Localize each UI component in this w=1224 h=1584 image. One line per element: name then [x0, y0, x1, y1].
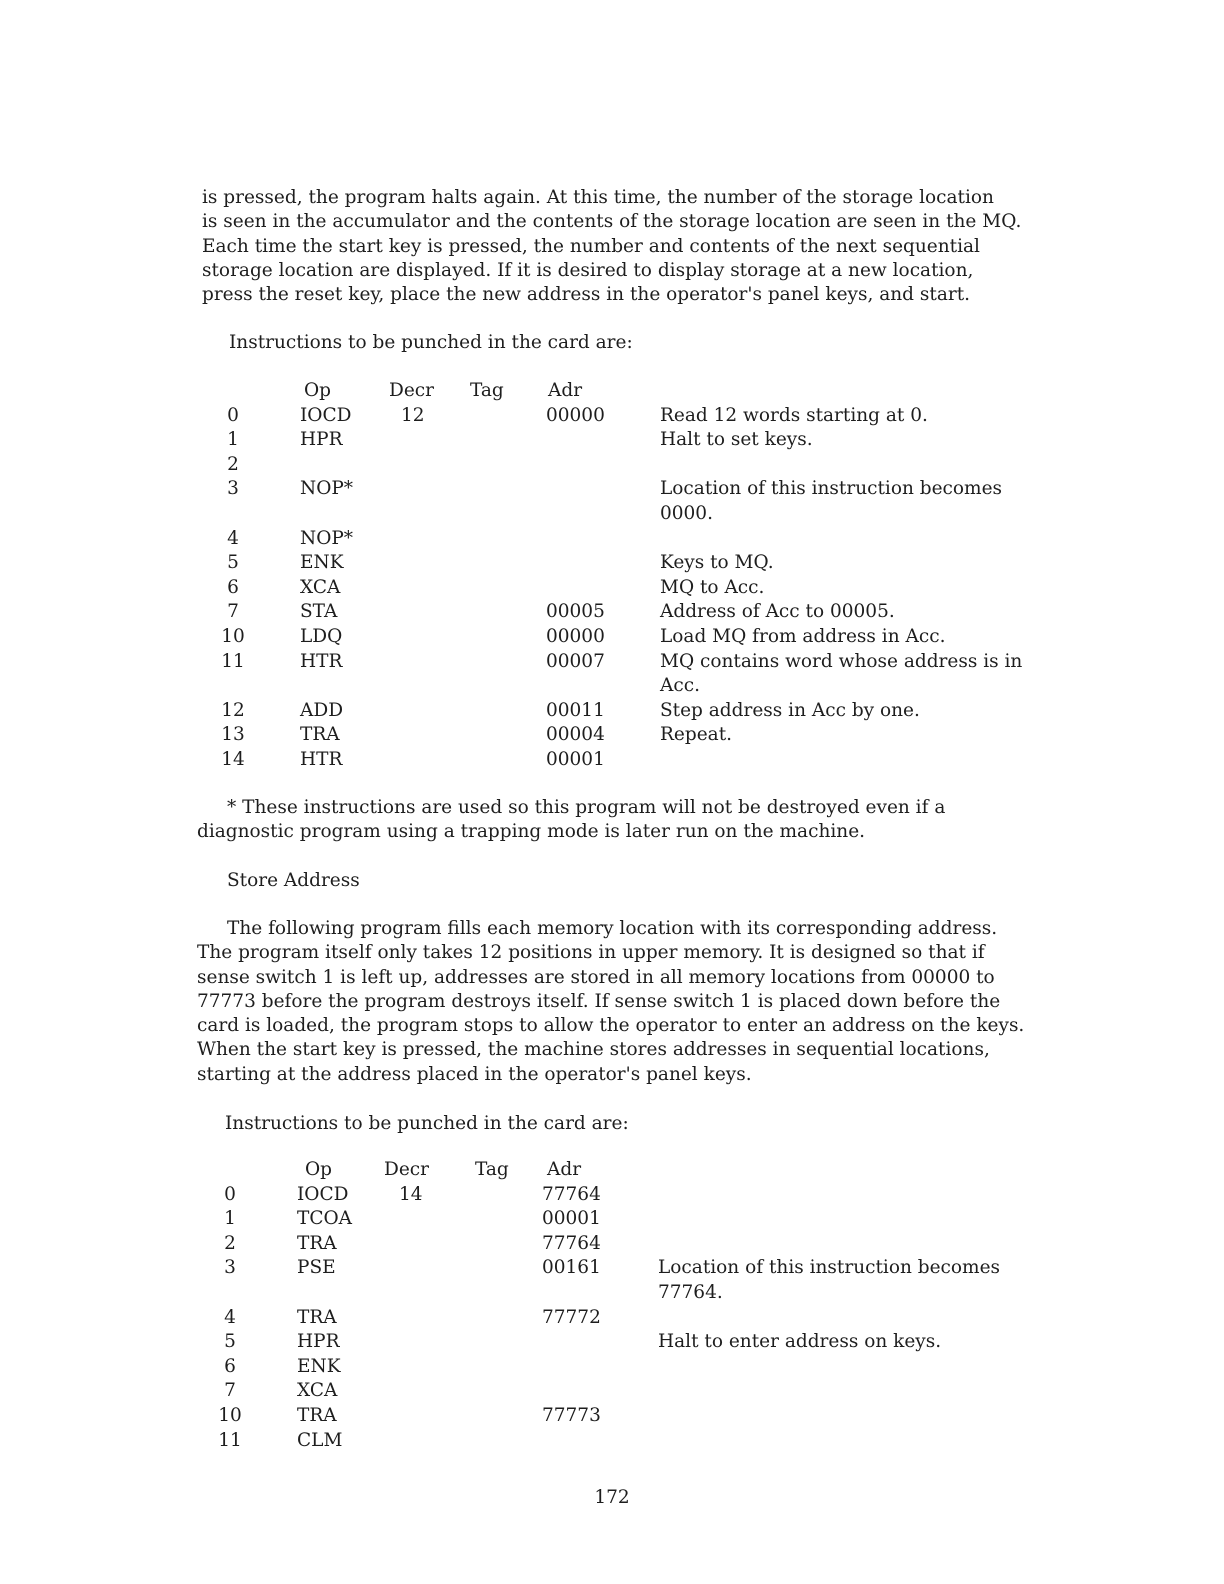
location-cell: 10 — [221, 625, 245, 647]
op-cell: TRA — [297, 1404, 337, 1426]
footnote — [197, 796, 945, 845]
comment-cell: Read 12 words starting at 0. — [660, 404, 928, 426]
adr-cell: 00161 — [542, 1257, 601, 1279]
op-cell: HPR — [300, 429, 343, 451]
comment-cell: Location of this instruction becomes 0000. — [660, 478, 1003, 524]
adr-cell: 00004 — [546, 724, 605, 746]
adr-cell: 77764 — [542, 1183, 601, 1205]
instruction-table-2 — [0, 1158, 1224, 1453]
adr-cell: 00000 — [546, 625, 605, 647]
op-cell: NOP* — [300, 478, 354, 500]
op-cell: TCOA — [297, 1208, 353, 1230]
table-row — [0, 1379, 1224, 1404]
op-cell: IOCD — [297, 1183, 349, 1205]
adr-cell: 77773 — [542, 1404, 601, 1426]
adr-header: Adr — [547, 1159, 582, 1180]
location-cell: 7 — [227, 601, 239, 623]
table-row — [0, 428, 1224, 453]
op-cell: HTR — [300, 650, 343, 672]
op-cell: TRA — [300, 724, 340, 746]
table-header — [0, 1158, 1224, 1183]
table-row — [0, 723, 1224, 748]
adr-header: Adr — [548, 380, 583, 401]
op-cell: ENK — [300, 552, 344, 574]
table-row — [0, 1306, 1224, 1331]
op-header: Op — [305, 1159, 333, 1180]
location-cell: 1 — [224, 1208, 236, 1230]
decr-cell: 12 — [401, 404, 425, 426]
op-cell: TRA — [297, 1232, 337, 1254]
op-cell: PSE — [297, 1257, 336, 1279]
location-cell: 11 — [218, 1429, 242, 1451]
location-cell: 3 — [224, 1257, 236, 1279]
location-cell: 4 — [227, 527, 239, 549]
paragraph-line: The following program fills each memory location with its corresponding address. — [227, 918, 998, 939]
comment-cell: Repeat. — [660, 724, 733, 746]
op-cell: IOCD — [300, 404, 352, 426]
table-row — [0, 1232, 1224, 1257]
adr-cell: 77764 — [542, 1232, 601, 1254]
table-row — [0, 600, 1224, 625]
paragraph-line: storage location are displayed. If it is desired to display storage at a new location, — [202, 259, 974, 281]
table2-intro: Instructions to be punched in the card are: — [225, 1113, 629, 1134]
comment-cell: MQ to Acc. — [660, 576, 765, 598]
adr-cell: 00011 — [546, 699, 605, 721]
op-cell: NOP* — [300, 527, 354, 549]
table-row — [0, 1256, 1224, 1305]
location-cell: 0 — [224, 1183, 236, 1205]
adr-cell: 00007 — [546, 650, 605, 672]
location-cell: 1 — [227, 429, 239, 451]
location-cell: 4 — [224, 1306, 236, 1328]
table-row — [0, 527, 1224, 552]
tag-header: Tag — [470, 380, 504, 401]
table-row — [0, 453, 1224, 478]
location-cell: 0 — [227, 404, 239, 426]
table-body — [0, 404, 1224, 773]
table-row — [0, 1207, 1224, 1232]
location-cell: 14 — [221, 748, 245, 770]
table-row — [0, 1355, 1224, 1380]
table1-intro: Instructions to be punched in the card are: — [229, 332, 633, 353]
table-header — [0, 379, 1224, 404]
adr-cell: 00000 — [546, 404, 605, 426]
location-cell: 11 — [221, 650, 245, 672]
table-row — [0, 551, 1224, 576]
op-cell: XCA — [300, 576, 341, 598]
instruction-table-1 — [0, 379, 1224, 773]
comment-cell: Keys to MQ. — [660, 552, 774, 574]
op-cell: HTR — [300, 748, 343, 770]
adr-cell: 00001 — [542, 1208, 601, 1230]
table-row — [0, 477, 1224, 526]
comment-cell: Address of Acc to 00005. — [660, 601, 895, 623]
op-cell: STA — [300, 601, 338, 623]
paragraph-line: starting at the address placed in the operator's panel keys. — [197, 1063, 752, 1085]
location-cell: 12 — [221, 699, 245, 721]
paragraph-line: press the reset key, place the new address in the operator's panel keys, and start. — [202, 284, 971, 306]
footnote-line: diagnostic program using a trapping mode is later run on the machine. — [197, 821, 866, 843]
table-row — [0, 1330, 1224, 1355]
location-cell: 2 — [227, 453, 239, 475]
section-heading: Store Address — [227, 870, 360, 891]
paragraph-line: is pressed, the program halts again. At this time, the number of the storage location — [202, 187, 994, 208]
table-body — [0, 1183, 1224, 1454]
comment-cell: MQ contains word whose address is in Acc. — [660, 650, 1023, 697]
comment-cell: Halt to set keys. — [660, 429, 813, 451]
table-row — [0, 576, 1224, 601]
adr-cell: 77772 — [542, 1306, 601, 1328]
location-cell: 13 — [221, 724, 245, 746]
location-cell: 6 — [227, 576, 239, 598]
table-row — [0, 1183, 1224, 1208]
comment-cell: Load MQ from address in Acc. — [660, 625, 946, 647]
op-cell: LDQ — [300, 625, 343, 647]
footnote-line: * These instructions are used so this program will not be destroyed even if a — [227, 797, 946, 818]
location-cell: 5 — [227, 552, 239, 574]
decr-cell: 14 — [399, 1183, 423, 1205]
op-cell: XCA — [297, 1380, 338, 1402]
tag-header: Tag — [475, 1159, 509, 1180]
adr-cell: 00001 — [546, 748, 605, 770]
location-cell: 10 — [218, 1404, 242, 1426]
table-row — [0, 404, 1224, 429]
location-cell: 2 — [224, 1232, 236, 1254]
op-cell: CLM — [297, 1429, 343, 1451]
table-row — [0, 650, 1224, 699]
paragraph-line: card is loaded, the program stops to allow the operator to enter an address on the keys. — [197, 1015, 1025, 1037]
table-row — [0, 748, 1224, 773]
paragraph-line: Each time the start key is pressed, the number and contents of the next sequential — [202, 235, 980, 257]
location-cell: 3 — [227, 478, 239, 500]
decr-header: Decr — [384, 1159, 429, 1180]
location-cell: 6 — [224, 1355, 236, 1377]
table-row — [0, 1404, 1224, 1429]
table-row — [0, 1429, 1224, 1454]
op-cell: ADD — [300, 699, 344, 721]
comment-cell: Step address in Acc by one. — [660, 699, 920, 721]
paragraph-line: is seen in the accumulator and the contents of the storage location are seen in the MQ. — [202, 211, 1022, 233]
location-cell: 7 — [224, 1380, 236, 1402]
paragraph-line: When the start key is pressed, the machine stores addresses in sequential locations, — [197, 1039, 990, 1061]
op-cell: HPR — [297, 1331, 340, 1353]
page-number: 172 — [594, 1487, 630, 1508]
location-cell: 5 — [224, 1331, 236, 1353]
intro-paragraph — [202, 186, 1021, 307]
decr-header: Decr — [389, 380, 434, 401]
paragraph-line: The program itself only takes 12 positions in upper memory. It is designed so that if — [197, 942, 985, 964]
op-cell: TRA — [297, 1306, 337, 1328]
table-row — [0, 625, 1224, 650]
comment-cell: Halt to enter address on keys. — [658, 1331, 942, 1353]
table-row — [0, 699, 1224, 724]
paragraph-line: 77773 before the program destroys itself. If sense switch 1 is placed down before the — [197, 990, 1001, 1012]
comment-cell: Location of this instruction becomes 77764. — [658, 1257, 1001, 1303]
adr-cell: 00005 — [546, 601, 605, 623]
paragraph-line: sense switch 1 is left up, addresses are stored in all memory locations from 00000 to — [197, 966, 995, 988]
store-address-paragraph — [197, 917, 1024, 1087]
op-header: Op — [304, 380, 332, 401]
op-cell: ENK — [297, 1355, 341, 1377]
